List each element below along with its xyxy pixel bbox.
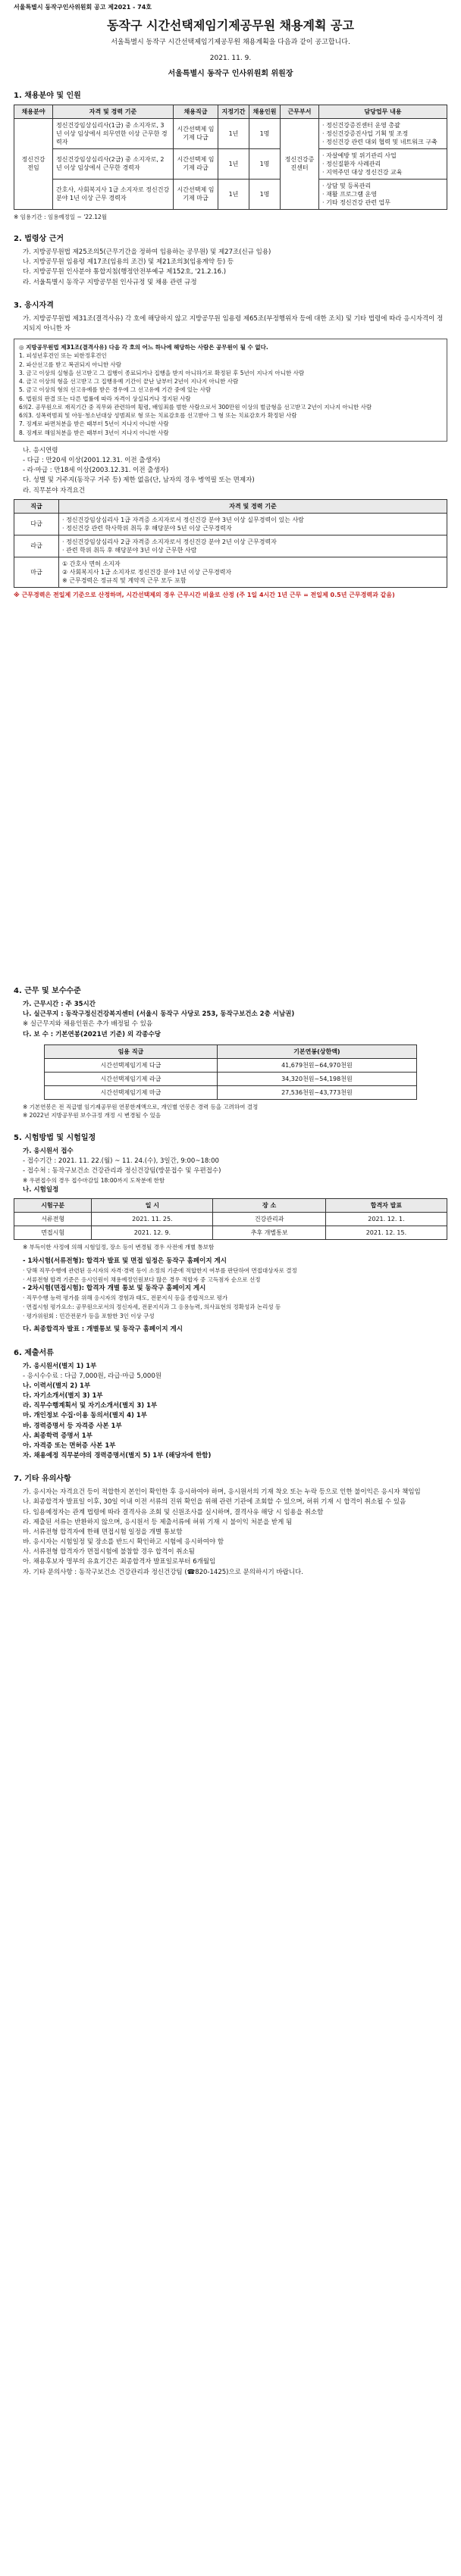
exam-place: 추후 개별통보: [213, 1226, 325, 1240]
recruitment-table: [14, 105, 447, 210]
notice-line: 나. 최종합격자 발표일 이후, 30일 이내 이전 서류의 진위 확인을 위해 관련 기관에 조회할 수 있으며, 허위 기재 시 합격이 취소될 수 있음: [23, 1498, 406, 1507]
box-line: 5. 금고 이상의 형의 선고유예를 받은 경우에 그 선고유예 기간 중에 있는 사람: [19, 386, 212, 394]
table-row: [45, 1085, 417, 1099]
col-grade: 채용직급: [174, 105, 218, 118]
eligibility-line: 라. 직무분야 자격요건: [23, 486, 86, 495]
eligibility-line: - 라·마급 : 만18세 이상(2003.12.31. 이전 출생자): [23, 467, 169, 475]
box-line: 1. 피성년후견인 또는 피한정후견인: [19, 352, 107, 360]
col-field: 채용분야: [14, 105, 53, 118]
notice-line: 자. 기타 문의사항 : 동작구보건소 건강관리과 정신건강팀 (☎820-1425)으로 문의하시기 바랍니다.: [23, 1568, 303, 1576]
work-line: 가. 근무시간 : 주 35시간: [23, 1001, 96, 1008]
section-4-heading: 4. 근무 및 보수수준: [14, 987, 81, 995]
table-row: [45, 1072, 417, 1085]
salary-value: 34,320천원~54,198천원: [217, 1072, 416, 1085]
exam-line: ※ 우편접수의 경우 접수마감일 18:00까지 도착분에 한함: [23, 1177, 165, 1185]
exam-date: 2021. 11. 25.: [92, 1213, 213, 1226]
dept-cell: 정신건강증진센터: [281, 118, 319, 209]
exam-type: 면접시험: [14, 1226, 92, 1240]
qual-cell: 정신건강임상심리사(1급) 중 소지자로, 3년 이상 임상에서 의무연한 이상 근무한 경력자: [53, 118, 174, 148]
salary-header: [45, 1044, 417, 1058]
grade-cell: 시간선택제 임기제 라급: [174, 148, 218, 179]
document-item: 나. 이력서(별지 2) 1부: [23, 1382, 91, 1390]
period-cell: 1년: [218, 118, 249, 148]
salary-note: ※ 2022년 지방공무원 보수규정 개정 시 변경될 수 있음: [23, 1112, 162, 1119]
count-cell: 1명: [249, 179, 281, 209]
section-1-heading: 1. 채용분야 및 인원: [14, 91, 81, 100]
salary-grade: 시간선택제임기제 다급: [45, 1058, 218, 1072]
box-line: 6의2. 공무원으로 재직기간 중 직무와 관련하여 횡령, 배임죄를 범한 사람으로서 300만원 이상의 벌금형을 선고받고 2년이 지나지 아니한 사람: [19, 403, 372, 411]
period-cell: 1년: [218, 179, 249, 209]
col-qualification: 자격 및 경력 기준: [53, 105, 174, 118]
exam-date: 2021. 12. 9.: [92, 1226, 213, 1240]
table-row: [14, 557, 447, 587]
col-date: 일 시: [92, 1199, 213, 1213]
document-item: 바. 경력증명서 등 자격증 사본 1부: [23, 1422, 122, 1430]
table-row: [14, 1213, 447, 1226]
eligibility-line: - 다급 : 만20세 이상(2001.12.31. 이전 출생자): [23, 457, 161, 465]
salary-value: 41,679천원~64,970천원: [217, 1058, 416, 1072]
stage-line: - 2차시험(면접시험): 합격자 개별 통보 및 동작구 홈페이지 게시: [23, 1285, 206, 1293]
exam-line: - 접수기간 : 2021. 11. 22.(월) ~ 11. 24.(수), 3일간, 9:00~18:00: [23, 1157, 219, 1166]
exam-type: 서류전형: [14, 1213, 92, 1226]
col-count: 채용인원: [249, 105, 281, 118]
duty-cell: · 상담 및 등록관리 · 재활 프로그램 운영 · 기타 정신건강 관련 업무: [319, 179, 447, 209]
req-grade: 마급: [14, 557, 59, 587]
qual-cell: 간호사, 사회복지사 1급 소지자로 정신건강 분야 1년 이상 근무 경력자: [53, 179, 174, 209]
document-item: 자. 채용예정 직무분야의 경력증명서(별지 5) 1부 (해당자에 한함): [23, 1452, 212, 1460]
unit-label: 전임: [27, 164, 39, 171]
salary-table: [44, 1044, 417, 1100]
exam-line: 가. 응시원서 접수: [23, 1147, 74, 1155]
stage-line: · 직무수행 능력 평가를 위해 응시자의 경험과 태도, 전문지식 등을 종합적으로 평가: [23, 1294, 228, 1302]
box-line: 7. 징계로 파면처분을 받은 때부터 5년이 지나지 아니한 사람: [19, 420, 169, 428]
career-calculation-note: ※ 근무경력은 전일제 기준으로 산정하며, 시간선택제의 경우 근무시간 비율로 산정 (주 1일 4시간 1년 근무 = 전일제 0.5년 근무경력과 같음): [14, 591, 395, 598]
page-title: 동작구 시간선택제임기제공무원 채용계획 공고: [107, 18, 354, 33]
period-cell: 1년: [218, 148, 249, 179]
exam-line: - 접수처 : 동작구보건소 건강관리과 정신건강팀(방문접수 및 우편접수): [23, 1167, 221, 1176]
law-line: 라. 서울특별시 동작구 지방공무원 인사규정 및 채용 관련 규정: [23, 278, 197, 286]
col-grade: 직급: [14, 499, 59, 513]
recruitment-table-header: [14, 105, 447, 118]
box-line: 2. 파산선고를 받고 복권되지 아니한 사람: [19, 361, 121, 368]
col-duty: 담당업무 내용: [319, 105, 447, 118]
count-cell: 1명: [249, 118, 281, 148]
work-line: 다. 보 수 : 기본연봉(2021년 기준) 외 각종수당: [23, 1030, 161, 1038]
box-line: 6. 법원의 판결 또는 다른 법률에 따라 자격이 상실되거나 정지된 사람: [19, 395, 191, 402]
req-text: ① 간호사 면허 소지자 ② 사회복지사 1급 소지자로 정신건강 분야 1년 이상 근무경력자 ※ 근무경력은 정규직 및 계약직 근무 모두 포함: [59, 557, 447, 587]
eligibility-line: 나. 응시연령: [23, 446, 58, 454]
disqualification-box: [14, 339, 447, 442]
document-item: 아. 자격증 또는 면허증 사본 1부: [23, 1441, 116, 1450]
field-label: 정신건강: [21, 156, 45, 163]
document-item: 다. 자기소개서(별지 3) 1부: [23, 1392, 103, 1400]
req-text: · 정신건강임상심리사 2급 자격증 소지자로서 정신건강 분야 2년 이상 근무경력자 · 관련 학위 취득 후 해당분야 3년 이상 근무한 사람: [59, 535, 447, 557]
req-grade: 다급: [14, 513, 59, 535]
table-row: [14, 535, 447, 557]
document-item: 가. 응시원서(별지 1) 1부: [23, 1362, 97, 1370]
col-grade: 임용 직급: [45, 1044, 218, 1058]
col-period: 지정기간: [218, 105, 249, 118]
salary-grade: 시간선택제임기제 마급: [45, 1085, 218, 1099]
law-line: 다. 지방공무원 인사분야 통합지침(행정안전부예규 제152호, '21.2.16.): [23, 268, 227, 276]
box-line: 6의3. 성폭력범죄 및 아동·청소년대상 성범죄로 형 또는 치료감호를 선고받아 그 형 또는 치료감호가 확정된 사람: [19, 412, 297, 420]
document-item: 사. 최종학력 증명서 1부: [23, 1432, 93, 1440]
work-line: 나. 실근무지 : 동작구정신건강복지센터 (서울시 동작구 사당로 253, 동작구보건소 2층 서남권): [23, 1010, 295, 1019]
req-grade: 라급: [14, 535, 59, 557]
req-text: · 정신건강임상심리사 1급 자격증 소지자로서 정신건강 분야 3년 이상 실무경력이 있는 사람 · 정신건강 관련 학사학위 취득 후 해당분야 5년 이상 근무경력자: [59, 513, 447, 535]
qual-cell: 정신건강임상심리사(2급) 중 소지자로, 2년 이상 임상에서 근무한 경력자: [53, 148, 174, 179]
duty-cell: · 자살예방 및 위기관리 사업 · 정신질환자 사례관리 · 지역주민 대상 정신건강 교육: [319, 148, 447, 179]
schedule-header: [14, 1199, 447, 1213]
exam-result: 2021. 12. 1.: [325, 1213, 447, 1226]
notice-line: 마. 서류전형 합격자에 한해 면접시험 일정을 개별 통보함: [23, 1528, 183, 1536]
col-place: 장 소: [213, 1199, 325, 1213]
notice-line: 바. 응시자는 시험일정 및 장소를 반드시 확인하고 시험에 응시하여야 함: [23, 1538, 224, 1547]
notice-line: 사. 서류전형 합격자가 면접시험에 불참할 경우 합격이 취소됨: [23, 1548, 195, 1557]
notice-line: 아. 채용후보자 명부의 유효기간은 최종합격자 발표일로부터 6개월임: [23, 1558, 216, 1566]
page-one: [0, 0, 461, 932]
table-row: [14, 118, 447, 148]
law-line: 가. 지방공무원법 제25조의5(근무기간을 정하여 임용하는 공무원) 및 제27조(신규 임용): [23, 248, 271, 257]
schedule-note: ※ 부득이한 사정에 의해 시험일정, 장소 등이 변경될 경우 사전에 개별 통보함: [23, 1244, 215, 1251]
stage-line: · 당해 직무수행에 관련된 응시자의 자격·경력 등이 소정의 기준에 적합한지 여부를 판단하여 면접대상자로 결정: [23, 1267, 297, 1275]
page-two: [0, 973, 461, 2571]
exam-place: 건강관리과: [213, 1213, 325, 1226]
exam-line: 나. 시험일정: [23, 1186, 59, 1194]
salary-note: ※ 기본연봉은 전 직급별 임기제공무원 연봉한계액으로, 개인별 연봉은 경력 등을 고려하여 결정: [23, 1103, 259, 1110]
stage-line: · 서류전형 합격 기준은 응시인원이 채용예정인원보다 많은 경우 적합자 중 고득점자 순으로 선정: [23, 1276, 261, 1283]
box-line: 4. 금고 이상의 형을 선고받고 그 집행유예 기간이 끝난 날부터 2년이 지나지 아니한 사람: [19, 378, 239, 386]
count-cell: 1명: [249, 148, 281, 179]
table-row: [14, 148, 447, 179]
grade-cell: 시간선택제 임기제 다급: [174, 118, 218, 148]
col-exam-type: 시험구분: [14, 1199, 92, 1213]
document-item: 라. 직무수행계획서 및 자기소개서(별지 3) 1부: [23, 1402, 158, 1410]
table-row: [14, 513, 447, 535]
salary-value: 27,536천원~43,773천원: [217, 1085, 416, 1099]
field-cell: [14, 118, 53, 209]
stage-line: - 1차시험(서류전형): 합격자 발표 및 면접 일정은 동작구 홈페이지 게시: [23, 1257, 227, 1265]
col-requirement: 자격 및 경력 기준: [59, 499, 447, 513]
announcement-number: 서울특별시 동작구인사위원회 공고 제2021 - 74호: [14, 4, 152, 11]
col-dept: 근무부서: [281, 105, 319, 118]
table-row: [45, 1058, 417, 1072]
stage-line: · 평가위원회 : 민간전문가 등을 포함한 3인 이상 구성: [23, 1312, 155, 1319]
table-row: [14, 179, 447, 209]
exam-result: 2021. 12. 15.: [325, 1226, 447, 1240]
requirements-table: [14, 499, 447, 588]
document-item: - 응시수수료 : 다급 7,000원, 라급·마급 5,000원: [23, 1372, 162, 1380]
notice-line: 가. 응시자는 자격요건 등이 적합한지 본인이 확인한 후 응시하여야 하며, 응시원서의 기재 착오 또는 누락 등으로 인한 불이익은 응시자 책임임: [23, 1488, 421, 1497]
eligibility-line: 다. 성별 및 거주지(동작구 거주 등) 제한 없음(단, 남자의 경우 병역필 또는 면제자): [23, 476, 255, 485]
box-line: 3. 금고 이상의 실형을 선고받고 그 집행이 종료되거나 집행을 받지 아니하기로 확정된 후 5년이 지나지 아니한 사람: [19, 369, 305, 376]
box-line: ◎ 지방공무원법 제31조(결격사유) 다음 각 호의 어느 하나에 해당하는 사람은 공무원이 될 수 없다.: [19, 344, 268, 351]
duty-cell: · 정신건강증진센터 운영 총괄 · 정신건강증진사업 기획 및 조정 · 정신건강 관련 대외 협력 및 네트워크 구축: [319, 118, 447, 148]
col-result: 합격자 발표: [325, 1199, 447, 1213]
notice-line: 다. 임용예정자는 관계 법령에 따라 결격사유 조회 및 신원조사를 실시하며, 결격사유 해당 시 임용을 취소함: [23, 1508, 324, 1516]
section-2-heading: 2. 법령상 근거: [14, 235, 64, 244]
stage-line: · 면접시험 평가요소: 공무원으로서의 정신자세, 전문지식과 그 응용능력, 의사표현의 정확성과 논리성 등: [23, 1304, 281, 1311]
law-line: 나. 지방공무원 임용령 제17조(임용의 조건) 및 제21조의3(임용계약 등) 등: [23, 258, 234, 267]
schedule-table: [14, 1198, 447, 1240]
table-row: [14, 1226, 447, 1240]
final-result-line: 다. 최종합격자 발표 : 개별통보 및 동작구 홈페이지 게시: [23, 1325, 183, 1334]
section-3-heading: 3. 응시자격: [14, 301, 54, 310]
requirements-header: [14, 499, 447, 513]
notice-line: 라. 제출된 서류는 반환하지 않으며, 응시원서 등 제출서류에 허위 기재 시 불이익 처분을 받게 됨: [23, 1518, 293, 1526]
announcement-date: 2021. 11. 9.: [209, 54, 252, 62]
appointment-note: ※ 임용기간 : 임용예정일 ~ '22.12월: [14, 213, 107, 220]
issuer-name: 서울특별시 동작구 인사위원회 위원장: [168, 69, 293, 78]
intro-text: 서울특별시 동작구 시간선택제임기제공무원 채용계획을 다음과 같이 공고합니다.: [111, 39, 350, 46]
section-6-heading: 6. 제출서류: [14, 1348, 54, 1357]
col-salary: 기본연봉(상한액): [217, 1044, 416, 1058]
work-line: ※ 실근무지와 채용인원은 추가 배정될 수 있음: [23, 1020, 153, 1029]
section-7-heading: 7. 기타 유의사항: [14, 1475, 71, 1484]
document-item: 마. 개인정보 수집·이용 동의서(별지 4) 1부: [23, 1412, 148, 1420]
grade-cell: 시간선택제 임기제 마급: [174, 179, 218, 209]
box-line: 8. 징계로 해임처분을 받은 때부터 3년이 지나지 아니한 사람: [19, 429, 169, 436]
section-5-heading: 5. 시험방법 및 시험일정: [14, 1133, 96, 1142]
eligibility-line: 가. 지방공무원법 제31조(결격사유) 각 호에 해당하지 않고 지방공무원 임용령 제65조(부정행위자 등에 대한 조치) 및 기타 법령에 따라 응시자격이 정지되지 아니한 자: [23, 314, 444, 333]
salary-grade: 시간선택제임기제 라급: [45, 1072, 218, 1085]
